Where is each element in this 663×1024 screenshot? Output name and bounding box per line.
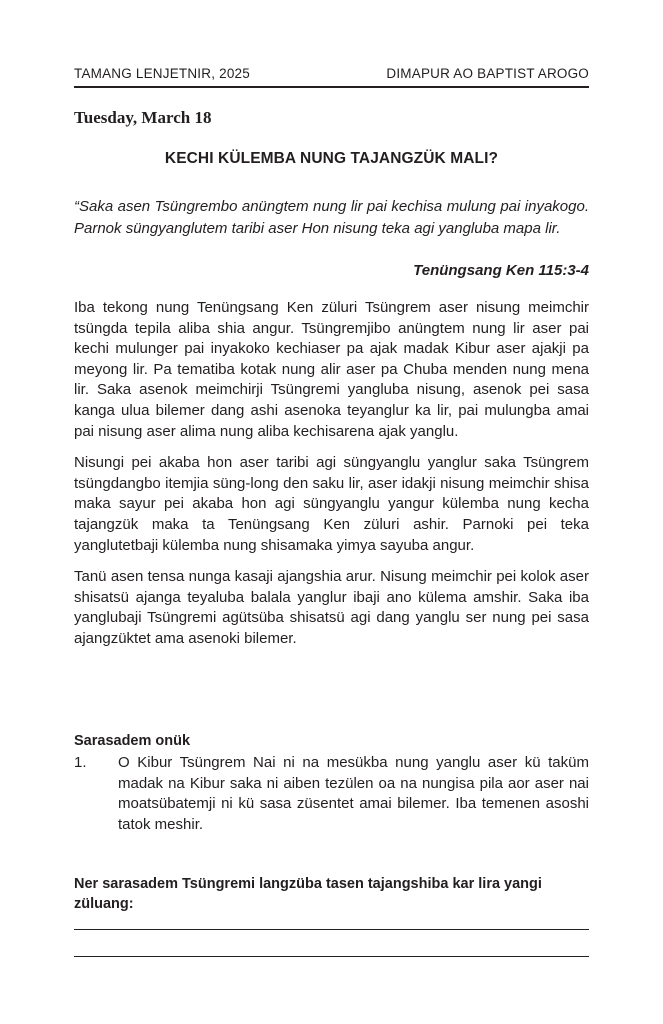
header-left: TAMANG LENJETNIR, 2025 [74,66,250,81]
reflection-heading: Sarasadem onük [74,733,191,749]
devotion-body [74,298,589,661]
scripture-reference: Tenüngsang Ken 115:3-4 [413,262,589,279]
header-right: DIMAPUR AO BAPTIST AROGO [386,66,589,81]
devotion-title: KECHI KÜLEMBA NUNG TAJANGZÜK MALI? [164,150,499,167]
reflection-item-text: O Kibur Tsüngrem Nai ni na mesükba nung yanglu aser kü taküm madak na Kibur saka ni aiben tezülen oa na nungisa pila aor aser nai moatsübatemji ni kü sasa züsentet amai bilemer. Iba temenen asoshi tatok meshir. [118,754,589,833]
writing-line[interactable] [74,956,589,957]
running-header [74,66,589,81]
body-paragraph: Nisungi pei akaba hon aser taribi agi süngyanglu yanglur saka Tsüngrem tsüngdangbo itemjia süng-long den saku lir, aser idakji nisung meimchir shisa maka sayur pei akaba hon agi süngyanglu yangur külemba nung kecha tajangzük maka ta Tenüngsang Ken züluri ashir. Parnoki pei teka yanglutetbaji külemba nung shisamaka yimya sayuba angur. [74,454,589,554]
writing-line[interactable] [74,929,589,930]
devotion-date: Tuesday, March 18 [74,108,212,127]
reflection-item-number: 1. [74,754,87,771]
body-paragraph: Tanü asen tensa nunga kasaji ajangshia arur. Nisung meimchir pei kolok aser shisatsü ajanga teyaluba balala yanglur ibaji ano külema amshir. Saka iba yanglubaji Tsüngremi agütsüba shisatsü agi dang yanglu ser nung pei sasa ajangzüktet ama asenoki bilemer. [74,568,589,647]
scripture-quote: “Saka asen Tsüngrembo anüngtem nung lir pai kechisa mulung pai inyakogo. Parnok süngyanglutem taribi aser Hon nisung teka agi yangluba mapa lir. [74,198,589,237]
reflection-item [74,753,589,835]
body-paragraph: Iba tekong nung Tenüngsang Ken züluri Tsüngrem aser nisung meimchir tsüngda tepila aliba shia angur. Tsüngremjibo anüngtem nung lir aser pai kechi mulunger pai inyakoko kechiaser pa ajak madak Kibur aser ajakji pa meyong lir. Pa tematiba kotak nung alir aser pa Chuba menden nung mena lir. Saka asenok meimchirji Tsüngremi yangluba nisung, asenok pei sasa kanga ulua bilemer dang ashi asenoka teyanglur ka lir, pai mulungba amai pai nisung aser alima nung aliba kechisarena ajak yanglu. [74,299,589,440]
writing-prompt: Ner sarasadem Tsüngremi langzüba tasen tajangshiba kar lira yangi züluang: [74,876,542,912]
header-divider [74,86,589,88]
